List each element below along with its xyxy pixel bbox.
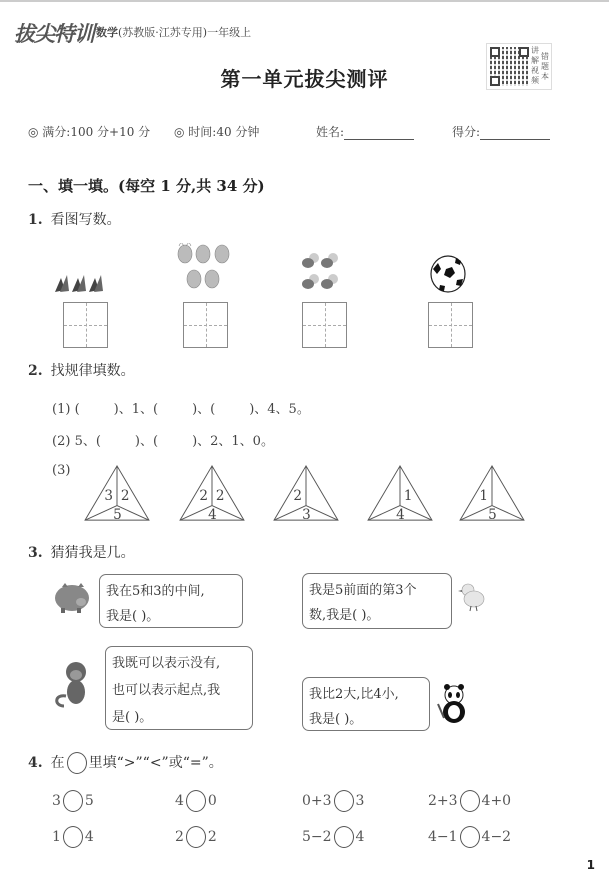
answer-circle[interactable] [460,790,480,812]
question-text: 在 [50,755,65,771]
tri-bottom-value: 4 [208,507,217,524]
question-number: 1. [28,212,43,228]
name-field[interactable] [316,123,414,140]
answer-box-butterflies[interactable] [63,302,108,348]
time-info: ◎ 时间:40 分钟 [174,125,260,139]
number-triangle-5[interactable] [457,464,527,524]
right-expr: 4 [84,829,94,845]
score-label: 得分: [452,125,481,139]
question-text: 猜猜我是几。 [50,545,135,561]
page-title: 第一单元拔尖测评 [220,67,389,91]
right-expr: 4+0 [481,793,512,809]
compare-item[interactable] [302,826,364,848]
text-segment: )、( [134,434,159,449]
tri-right-value: 1 [403,487,413,504]
part-label: (1) [52,402,71,417]
right-expr: 5 [84,793,94,809]
brand-logo: 拔尖特训 [14,22,94,46]
left-expr: 3 [52,793,61,809]
compare-item[interactable] [428,790,511,812]
compare-item[interactable] [428,826,511,848]
monkey-icon [50,660,94,708]
pig-icon [52,582,92,614]
page-number: 1 [586,858,595,872]
compare-item[interactable] [52,790,94,812]
question-text: 里填“>”“<”或“=”。 [88,755,223,771]
question-3-heading [28,542,135,562]
answer-box-cats[interactable] [183,302,228,348]
part-3-label: (3) [52,463,71,478]
answer-circle[interactable] [334,790,354,812]
left-expr: 1 [52,829,61,845]
qr-finder-icon [490,47,500,57]
tri-bottom-value: 5 [113,507,122,524]
pattern-line-2 [52,430,274,449]
chick-icon [458,582,486,612]
name-label: 姓名: [316,125,345,139]
right-expr: 3 [355,793,365,809]
tri-left-value: 1 [479,487,489,504]
number-triangle-3[interactable] [271,464,341,524]
circle-icon [67,752,87,774]
panda-icon [436,684,470,726]
question-text: 看图写数。 [50,212,121,228]
text-segment: ( [74,402,80,417]
section-heading: 一、填一填。(每空 1 分,共 34 分) [28,177,265,195]
subject-label [96,24,251,40]
full-score-info: ◎ 满分:100 分+10 分 [28,125,151,139]
answer-circle[interactable] [334,826,354,848]
answer-circle[interactable] [186,790,206,812]
text-segment: )、( [192,402,216,417]
subject-edition: (苏教版·江苏专用)一年级上 [118,26,252,39]
tri-bottom-value: 5 [488,507,497,524]
speech-bubble-panda [302,677,430,731]
left-expr: 4 [175,793,184,809]
question-number: 3. [28,545,43,561]
speech-bubble-monkey [105,646,253,730]
compare-item[interactable] [175,790,217,812]
speech-bubble-pig [99,574,243,628]
subject-bold: 数学 [96,26,118,39]
right-expr: 4 [355,829,365,845]
question-number: 4. [28,755,43,771]
number-triangle-4[interactable] [365,464,435,524]
text-segment: 5、( [74,434,101,449]
answer-circle[interactable] [63,790,83,812]
text-segment: )、4、5。 [249,402,310,417]
tri-bottom-value: 4 [396,507,405,524]
bubble-line: 我既可以表示没有, [112,656,221,671]
part-label: (2) [52,434,71,449]
bubble-line: 数,我是( )。 [309,608,380,623]
bee-icon [300,252,340,294]
question-2-heading [28,360,135,380]
left-expr: 2+3 [428,793,458,809]
number-triangle-1[interactable] [82,464,152,524]
left-expr: 0+3 [302,793,332,809]
question-number: 2. [28,363,43,379]
qr-label-video: 讲解视频 [531,46,539,85]
tri-right-value: 2 [120,487,130,504]
question-text: 找规律填数。 [50,363,135,379]
text-segment: )、1、( [113,402,159,417]
bubble-line: 我比2大,比4小, [309,687,399,702]
bubble-line: 我在5和3的中间, [106,584,205,599]
answer-circle[interactable] [63,826,83,848]
score-input-line[interactable] [480,128,550,140]
text-segment: )、2、1、0。 [192,434,274,449]
bubble-line: 也可以表示起点,我 [112,683,221,698]
score-field[interactable] [452,123,550,140]
answer-box-bees[interactable] [302,302,347,348]
butterfly-icon [52,270,104,296]
compare-item[interactable] [52,826,94,848]
qr-finder-icon [519,47,529,57]
pattern-line-1 [52,398,310,417]
left-expr: 4−1 [428,829,458,845]
number-triangle-2[interactable] [177,464,247,524]
soccer-ball-icon [430,255,466,293]
bubble-line: 我是( )。 [309,712,363,727]
right-expr: 4−2 [481,829,512,845]
bubble-line: 是( )。 [112,710,153,725]
tri-bottom-value: 3 [302,507,311,524]
right-expr: 2 [207,829,217,845]
answer-circle[interactable] [460,826,480,848]
tri-left-value: 3 [104,487,114,504]
speech-bubble-chick [302,573,452,629]
left-expr: 2 [175,829,184,845]
tri-left-value: 2 [199,487,209,504]
qr-label-mistakes: 错题本 [541,52,549,81]
bubble-line: 我是5前面的第3个 [309,583,417,598]
tri-right-value: 2 [215,487,225,504]
question-1-heading [28,209,121,229]
page-top-border [0,0,609,2]
compare-item[interactable] [175,826,217,848]
question-4-heading [28,752,223,774]
answer-box-ball[interactable] [428,302,473,348]
left-expr: 5−2 [302,829,332,845]
bubble-line: 我是( )。 [106,609,160,624]
answer-circle[interactable] [186,826,206,848]
compare-item[interactable] [302,790,364,812]
right-expr: 0 [207,793,217,809]
cat-icon [176,243,236,295]
name-input-line[interactable] [344,128,414,140]
tri-left-value: 2 [293,487,303,504]
